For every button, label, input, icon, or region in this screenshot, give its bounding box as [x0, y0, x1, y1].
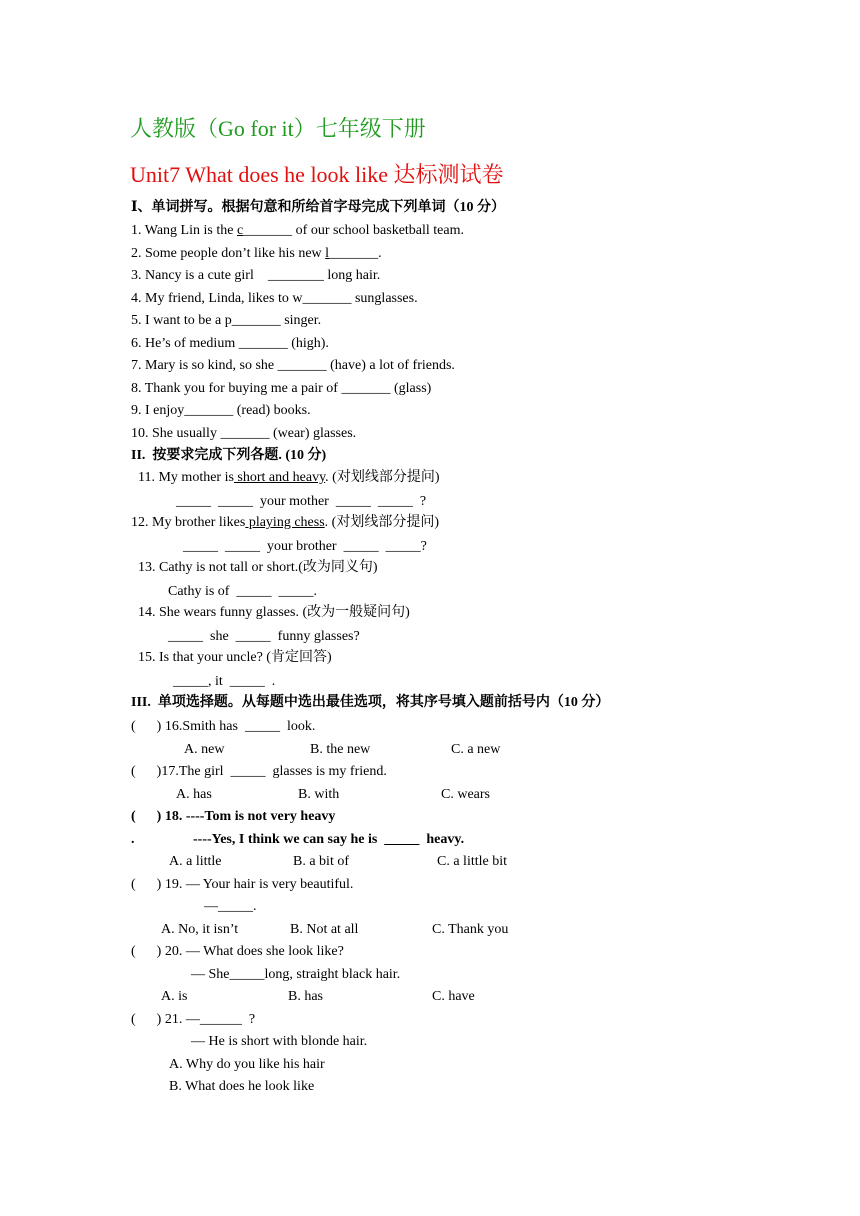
question-14: 14. She wears funny glasses. (改为一般疑问句): [138, 605, 410, 620]
document-title: 人教版（Go for it）七年级下册: [130, 116, 426, 141]
question-5: 5. I want to be a p_______ singer.: [131, 313, 322, 328]
question-19-response: —_____.: [204, 899, 257, 914]
option-21-b: B. What does he look like: [169, 1079, 315, 1094]
option-20-c: C. have: [432, 989, 475, 1004]
question-17: ( )17.The girl _____ glasses is my friend.: [131, 764, 387, 779]
option-19-b: B. Not at all: [290, 922, 359, 937]
option-16-c: C. a new: [451, 742, 501, 757]
option-20-b: B. has: [288, 989, 323, 1004]
option-18-c: C. a little bit: [437, 854, 507, 869]
option-19-c: C. Thank you: [432, 922, 509, 937]
question-2: 2. Some people don’t like his new l_______.: [131, 246, 382, 261]
question-4: 4. My friend, Linda, likes to w_______ sunglasses.: [131, 291, 418, 306]
option-16-a: A. new: [184, 742, 225, 757]
question-18-marker: .: [131, 832, 135, 847]
question-16: ( ) 16.Smith has _____ look.: [131, 719, 316, 734]
option-16-b: B. the new: [310, 742, 371, 757]
question-15: 15. Is that your uncle? (肯定回答): [138, 650, 332, 665]
section3-heading: III. 单项选择题。从每题中选出最佳选项，将其序号填入题前括号内（10 分）: [131, 695, 610, 710]
question-7: 7. Mary is so kind, so she _______ (have) a lot of friends.: [131, 358, 455, 373]
question-1: 1. Wang Lin is the c_______ of our school basketball team.: [131, 223, 464, 238]
question-18: ( ) 18. ----Tom is not very heavy: [131, 809, 336, 824]
option-19-a: A. No, it isn’t: [161, 922, 239, 937]
answer-line-14: _____ she _____ funny glasses?: [168, 629, 360, 644]
question-3: 3. Nancy is a cute girl ________ long hair.: [131, 268, 381, 283]
question-9: 9. I enjoy_______ (read) books.: [131, 403, 311, 418]
question-18-response: ----Yes, I think we can say he is _____ heavy.: [193, 832, 465, 847]
question-6: 6. He’s of medium _______ (high).: [131, 336, 329, 351]
answer-line-11: _____ _____ your mother _____ _____ ?: [176, 494, 427, 509]
option-18-a: A. a little: [169, 854, 222, 869]
unit-title: Unit7 What does he look like 达标测试卷: [130, 162, 504, 187]
section2-heading: II. 按要求完成下列各题. (10 分): [131, 448, 327, 463]
option-17-a: A. has: [176, 787, 212, 802]
option-21-a: A. Why do you like his hair: [169, 1057, 325, 1072]
question-19: ( ) 19. — Your hair is very beautiful.: [131, 877, 354, 892]
answer-line-13: Cathy is of _____ _____.: [168, 584, 317, 599]
option-20-a: A. is: [161, 989, 188, 1004]
option-17-c: C. wears: [441, 787, 490, 802]
question-12: 12. My brother likes playing chess. (对划线部分提问): [131, 515, 439, 530]
question-10: 10. She usually _______ (wear) glasses.: [131, 426, 357, 441]
question-20-response: — She_____long, straight black hair.: [191, 967, 401, 982]
question-13: 13. Cathy is not tall or short.(改为同义句): [138, 560, 378, 575]
answer-line-12: _____ _____ your brother _____ _____?: [183, 539, 427, 554]
question-8: 8. Thank you for buying me a pair of _______ (glass): [131, 381, 432, 396]
question-20: ( ) 20. — What does she look like?: [131, 944, 344, 959]
question-21: ( ) 21. —______ ?: [131, 1012, 256, 1027]
option-18-b: B. a bit of: [293, 854, 349, 869]
question-11: 11. My mother is short and heavy. (对划线部分提问): [138, 470, 440, 485]
question-21-response: — He is short with blonde hair.: [191, 1034, 368, 1049]
answer-line-15: _____, it _____ .: [173, 674, 276, 689]
option-17-b: B. with: [298, 787, 340, 802]
section1-heading: Ⅰ、单词拼写。根据句意和所给首字母完成下列单词（10 分）: [131, 200, 506, 215]
